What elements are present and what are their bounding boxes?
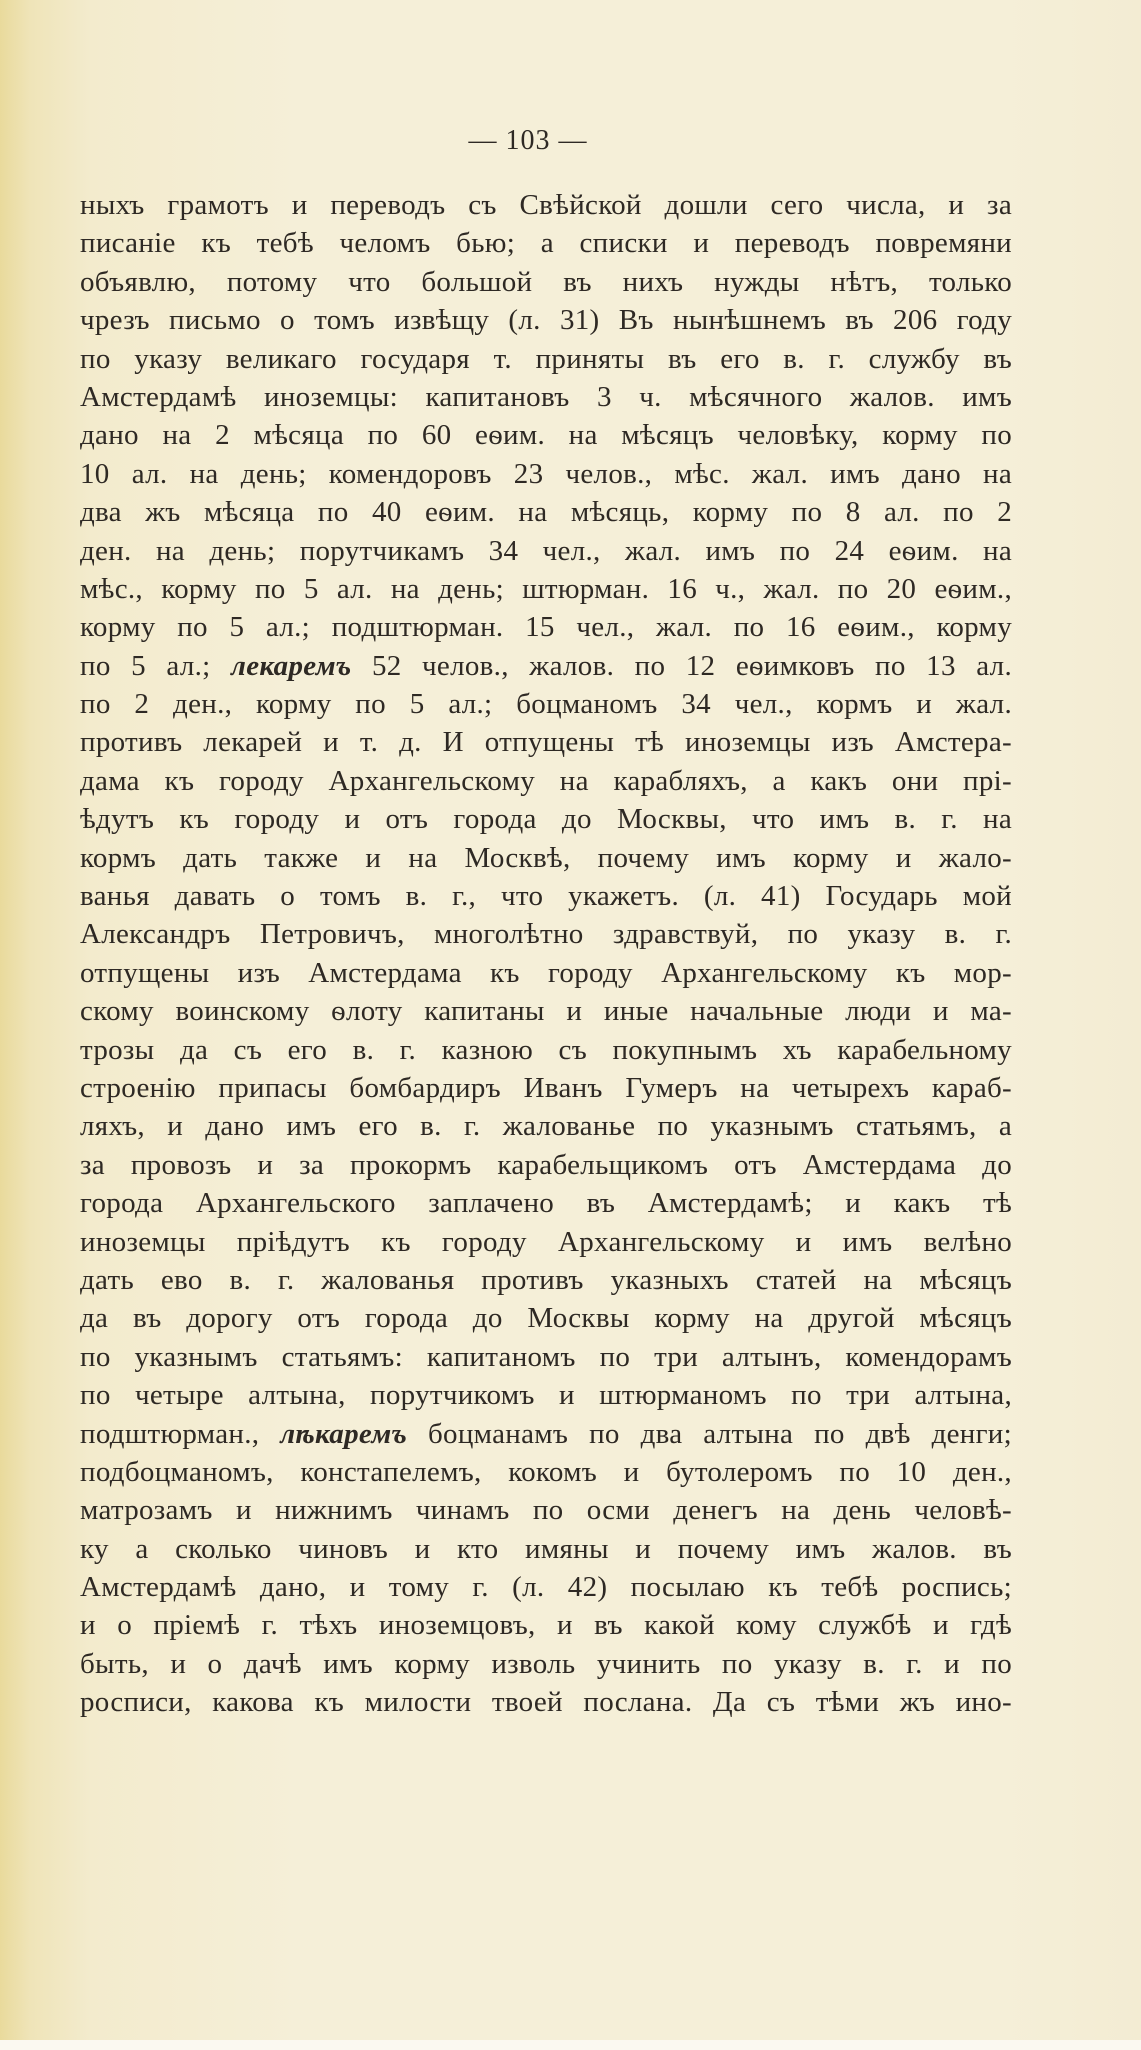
text-line: скому воинскому ѳлоту капитаны и иные начальные люди и ма- bbox=[80, 995, 1012, 1028]
text-line: писаніе къ тебѣ челомъ бью; а списки и переводъ повремяни bbox=[80, 227, 1012, 260]
text-line: Александръ Петровичъ, многолѣтно здравствуй, по указу в. г. bbox=[80, 918, 1012, 951]
text-line: дама къ городу Архангельскому на карабляхъ, а какъ они прі- bbox=[80, 764, 1012, 797]
text-line: ѣдутъ къ городу и отъ города до Москвы, что имъ в. г. на bbox=[80, 803, 1012, 836]
text-line: мѣс., корму по 5 ал. на день; штюрман. 16 ч., жал. по 20 еѳим., bbox=[80, 572, 1012, 605]
text-line bbox=[80, 1415, 1012, 1453]
text-line: корму по 5 ал.; подштюрман. 15 чел., жал. по 16 еѳим., корму bbox=[80, 611, 1012, 644]
text-line: Амстердамѣ дано, и тому г. (л. 42) посылаю къ тебѣ роспись; bbox=[80, 1571, 1012, 1604]
text-line: иноземцы пріѣдутъ къ городу Архангельскому и имъ велѣно bbox=[80, 1225, 1012, 1258]
text-segment: 52 челов., жалов. по 12 еѳимковъ по 13 ал. bbox=[351, 649, 1012, 682]
text-line: подбоцманомъ, констапелемъ, кокомъ и бутолеромъ по 10 ден., bbox=[80, 1455, 1012, 1488]
text-line: ляхъ, и дано имъ его в. г. жалованье по указнымъ статьямъ, а bbox=[80, 1110, 1012, 1143]
text-line: строенію припасы бомбардиръ Иванъ Гумеръ на четырехъ караб- bbox=[80, 1071, 1012, 1104]
text-line: быть, и о дачѣ имъ корму изволь учинить по указу в. г. и по bbox=[80, 1647, 1012, 1680]
text-line: отпущены изъ Амстердама къ городу Архангельскому къ мор- bbox=[80, 956, 1012, 989]
text-line: дать ево в. г. жалованья противъ указныхъ статей на мѣсяцъ bbox=[80, 1263, 1012, 1296]
text-line: по 2 ден., корму по 5 ал.; боцманомъ 34 чел., кормъ и жал. bbox=[80, 688, 1012, 721]
text-line: ку а сколько чиновъ и кто имяны и почему имъ жалов. въ bbox=[80, 1532, 1012, 1565]
text-line: да въ дорогу отъ города до Москвы корму на другой мѣсяцъ bbox=[80, 1302, 1012, 1335]
text-line: по указу великаго государя т. приняты въ его в. г. службу въ bbox=[80, 342, 1012, 375]
text-line: чрезъ письмо о томъ извѣщу (л. 31) Въ нынѣшнемъ въ 206 году bbox=[80, 304, 1012, 337]
text-line: ден. на день; порутчикамъ 34 чел., жал. имъ по 24 еѳим. на bbox=[80, 534, 1012, 567]
text-segment: боцманамъ по два алтына по двѣ денги; bbox=[407, 1417, 1012, 1450]
text-line: дано на 2 мѣсяца по 60 еѳим. на мѣсяцъ человѣку, корму по bbox=[80, 419, 1012, 452]
text-line: объявлю, потому что большой въ нихъ нужды нѣтъ, только bbox=[80, 265, 1012, 298]
text-line: города Архангельского заплачено въ Амстердамѣ; и какъ тѣ bbox=[80, 1187, 1012, 1220]
text-line: по указнымъ статьямъ: капитаномъ по три алтынъ, комендорамъ bbox=[80, 1340, 1012, 1373]
text-segment: подштюрман., bbox=[80, 1417, 281, 1450]
text-line: ванья давать о томъ в. г., что укажетъ. (л. 41) Государь мой bbox=[80, 880, 1012, 913]
text-line: за провозъ и за прокормъ карабельщикомъ отъ Амстердама до bbox=[80, 1148, 1012, 1181]
text-block bbox=[80, 186, 1012, 1722]
text-line: по четыре алтына, порутчикомъ и штюрманомъ по три алтына, bbox=[80, 1379, 1012, 1412]
text-line: трозы да съ его в. г. казною съ покупнымъ хъ карабельному bbox=[80, 1033, 1012, 1066]
page-number: — 103 — bbox=[468, 125, 588, 156]
text-line bbox=[80, 647, 1012, 685]
text-segment: по 5 ал.; bbox=[80, 649, 232, 682]
text-line: росписи, какова къ милости твоей послана. Да съ тѣми жъ ино- bbox=[80, 1686, 1012, 1719]
page-bottom-edge bbox=[0, 2040, 1141, 2050]
text-line: ныхъ грамотъ и переводъ съ Свѣйской дошли сего числа, и за bbox=[80, 189, 1012, 221]
text-line: Амстердамѣ иноземцы: капитановъ 3 ч. мѣсячного жалов. имъ bbox=[80, 380, 1012, 413]
text-line: противъ лекарей и т. д. И отпущены тѣ иноземцы изъ Амстера- bbox=[80, 726, 1012, 759]
italic-term: лекаремъ bbox=[231, 649, 352, 682]
italic-term: лѣкаремъ bbox=[280, 1417, 408, 1450]
text-line: и о пріемѣ г. тѣхъ иноземцовъ, и въ какой кому службѣ и гдѣ bbox=[80, 1609, 1012, 1642]
text-line: матрозамъ и нижнимъ чинамъ по осми денегъ на день человѣ- bbox=[80, 1494, 1012, 1527]
text-line: 10 ал. на день; комендоровъ 23 челов., мѣс. жал. имъ дано на bbox=[80, 457, 1012, 490]
text-line: кормъ дать также и на Москвѣ, почему имъ корму и жало- bbox=[80, 841, 1012, 874]
text-line: два жъ мѣсяца по 40 еѳим. на мѣсяць, корму по 8 ал. по 2 bbox=[80, 496, 1012, 529]
